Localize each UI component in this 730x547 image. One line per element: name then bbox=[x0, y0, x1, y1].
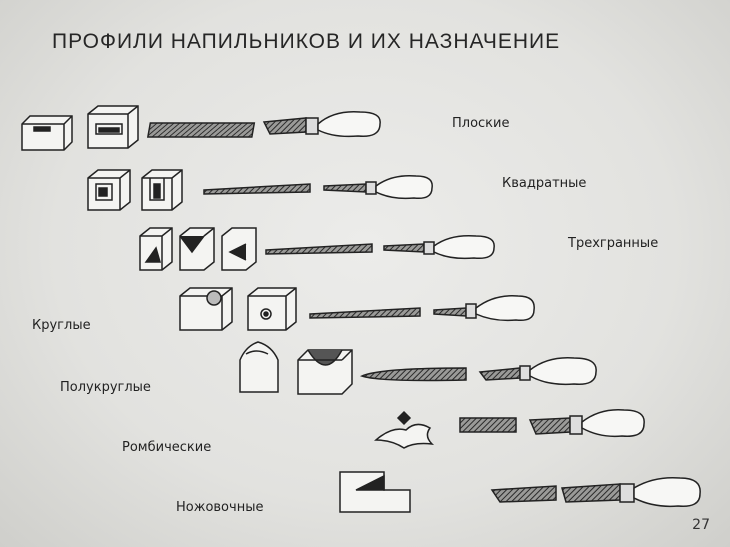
rhombic-file-row bbox=[376, 410, 644, 448]
label-flat: Плоские bbox=[452, 116, 510, 131]
round-file-blade bbox=[310, 308, 420, 318]
hacksaw-file-row bbox=[340, 472, 700, 512]
hacksaw-file-blade bbox=[492, 486, 556, 502]
label-rhombic: Ромбические bbox=[122, 440, 212, 455]
label-round: Круглые bbox=[32, 318, 91, 333]
hacksaw-file-with-handle bbox=[562, 478, 700, 507]
triangular-file-blade bbox=[266, 244, 372, 254]
triangular-file-row bbox=[140, 228, 494, 270]
square-file-blade bbox=[204, 184, 310, 194]
square-file-with-handle bbox=[324, 176, 432, 199]
round-profile-block-1 bbox=[180, 288, 232, 330]
round-file-with-handle bbox=[434, 296, 534, 321]
square-profile-block-2 bbox=[142, 170, 182, 210]
triangular-profile-block-2 bbox=[180, 228, 214, 270]
flat-profile-block-2 bbox=[88, 106, 138, 148]
round-file-row bbox=[180, 288, 534, 330]
rhombic-profile-shape bbox=[376, 412, 432, 448]
half-round-file-blade bbox=[362, 368, 466, 381]
flat-file-row bbox=[22, 106, 380, 150]
half-round-profile-block-1 bbox=[240, 342, 278, 392]
page-title: ПРОФИЛИ НАПИЛЬНИКОВ И ИХ НАЗНАЧЕНИЕ bbox=[52, 30, 561, 53]
square-profile-block-1 bbox=[88, 170, 130, 210]
label-square: Квадратные bbox=[502, 176, 587, 191]
flat-file-blade bbox=[148, 123, 254, 137]
half-round-file-row bbox=[240, 342, 596, 394]
half-round-profile-block-2 bbox=[298, 350, 352, 394]
hacksaw-profile-block bbox=[340, 472, 410, 512]
triangular-file-with-handle bbox=[384, 236, 494, 259]
flat-profile-block-1 bbox=[22, 116, 72, 150]
round-profile-block-2 bbox=[248, 288, 296, 330]
page-number: 27 bbox=[692, 517, 710, 533]
rhombic-file-with-handle bbox=[530, 410, 644, 437]
rhombic-file-blade bbox=[460, 418, 516, 432]
label-hacksaw: Ножовочные bbox=[176, 500, 264, 515]
triangular-profile-block-3 bbox=[222, 228, 256, 270]
half-round-file-with-handle bbox=[480, 358, 596, 385]
flat-file-with-handle bbox=[264, 112, 380, 137]
square-file-row bbox=[88, 170, 432, 210]
label-triangular: Трехгранные bbox=[568, 236, 659, 251]
label-half-round: Полукруглые bbox=[60, 380, 151, 395]
triangular-profile-block-1 bbox=[140, 228, 172, 270]
